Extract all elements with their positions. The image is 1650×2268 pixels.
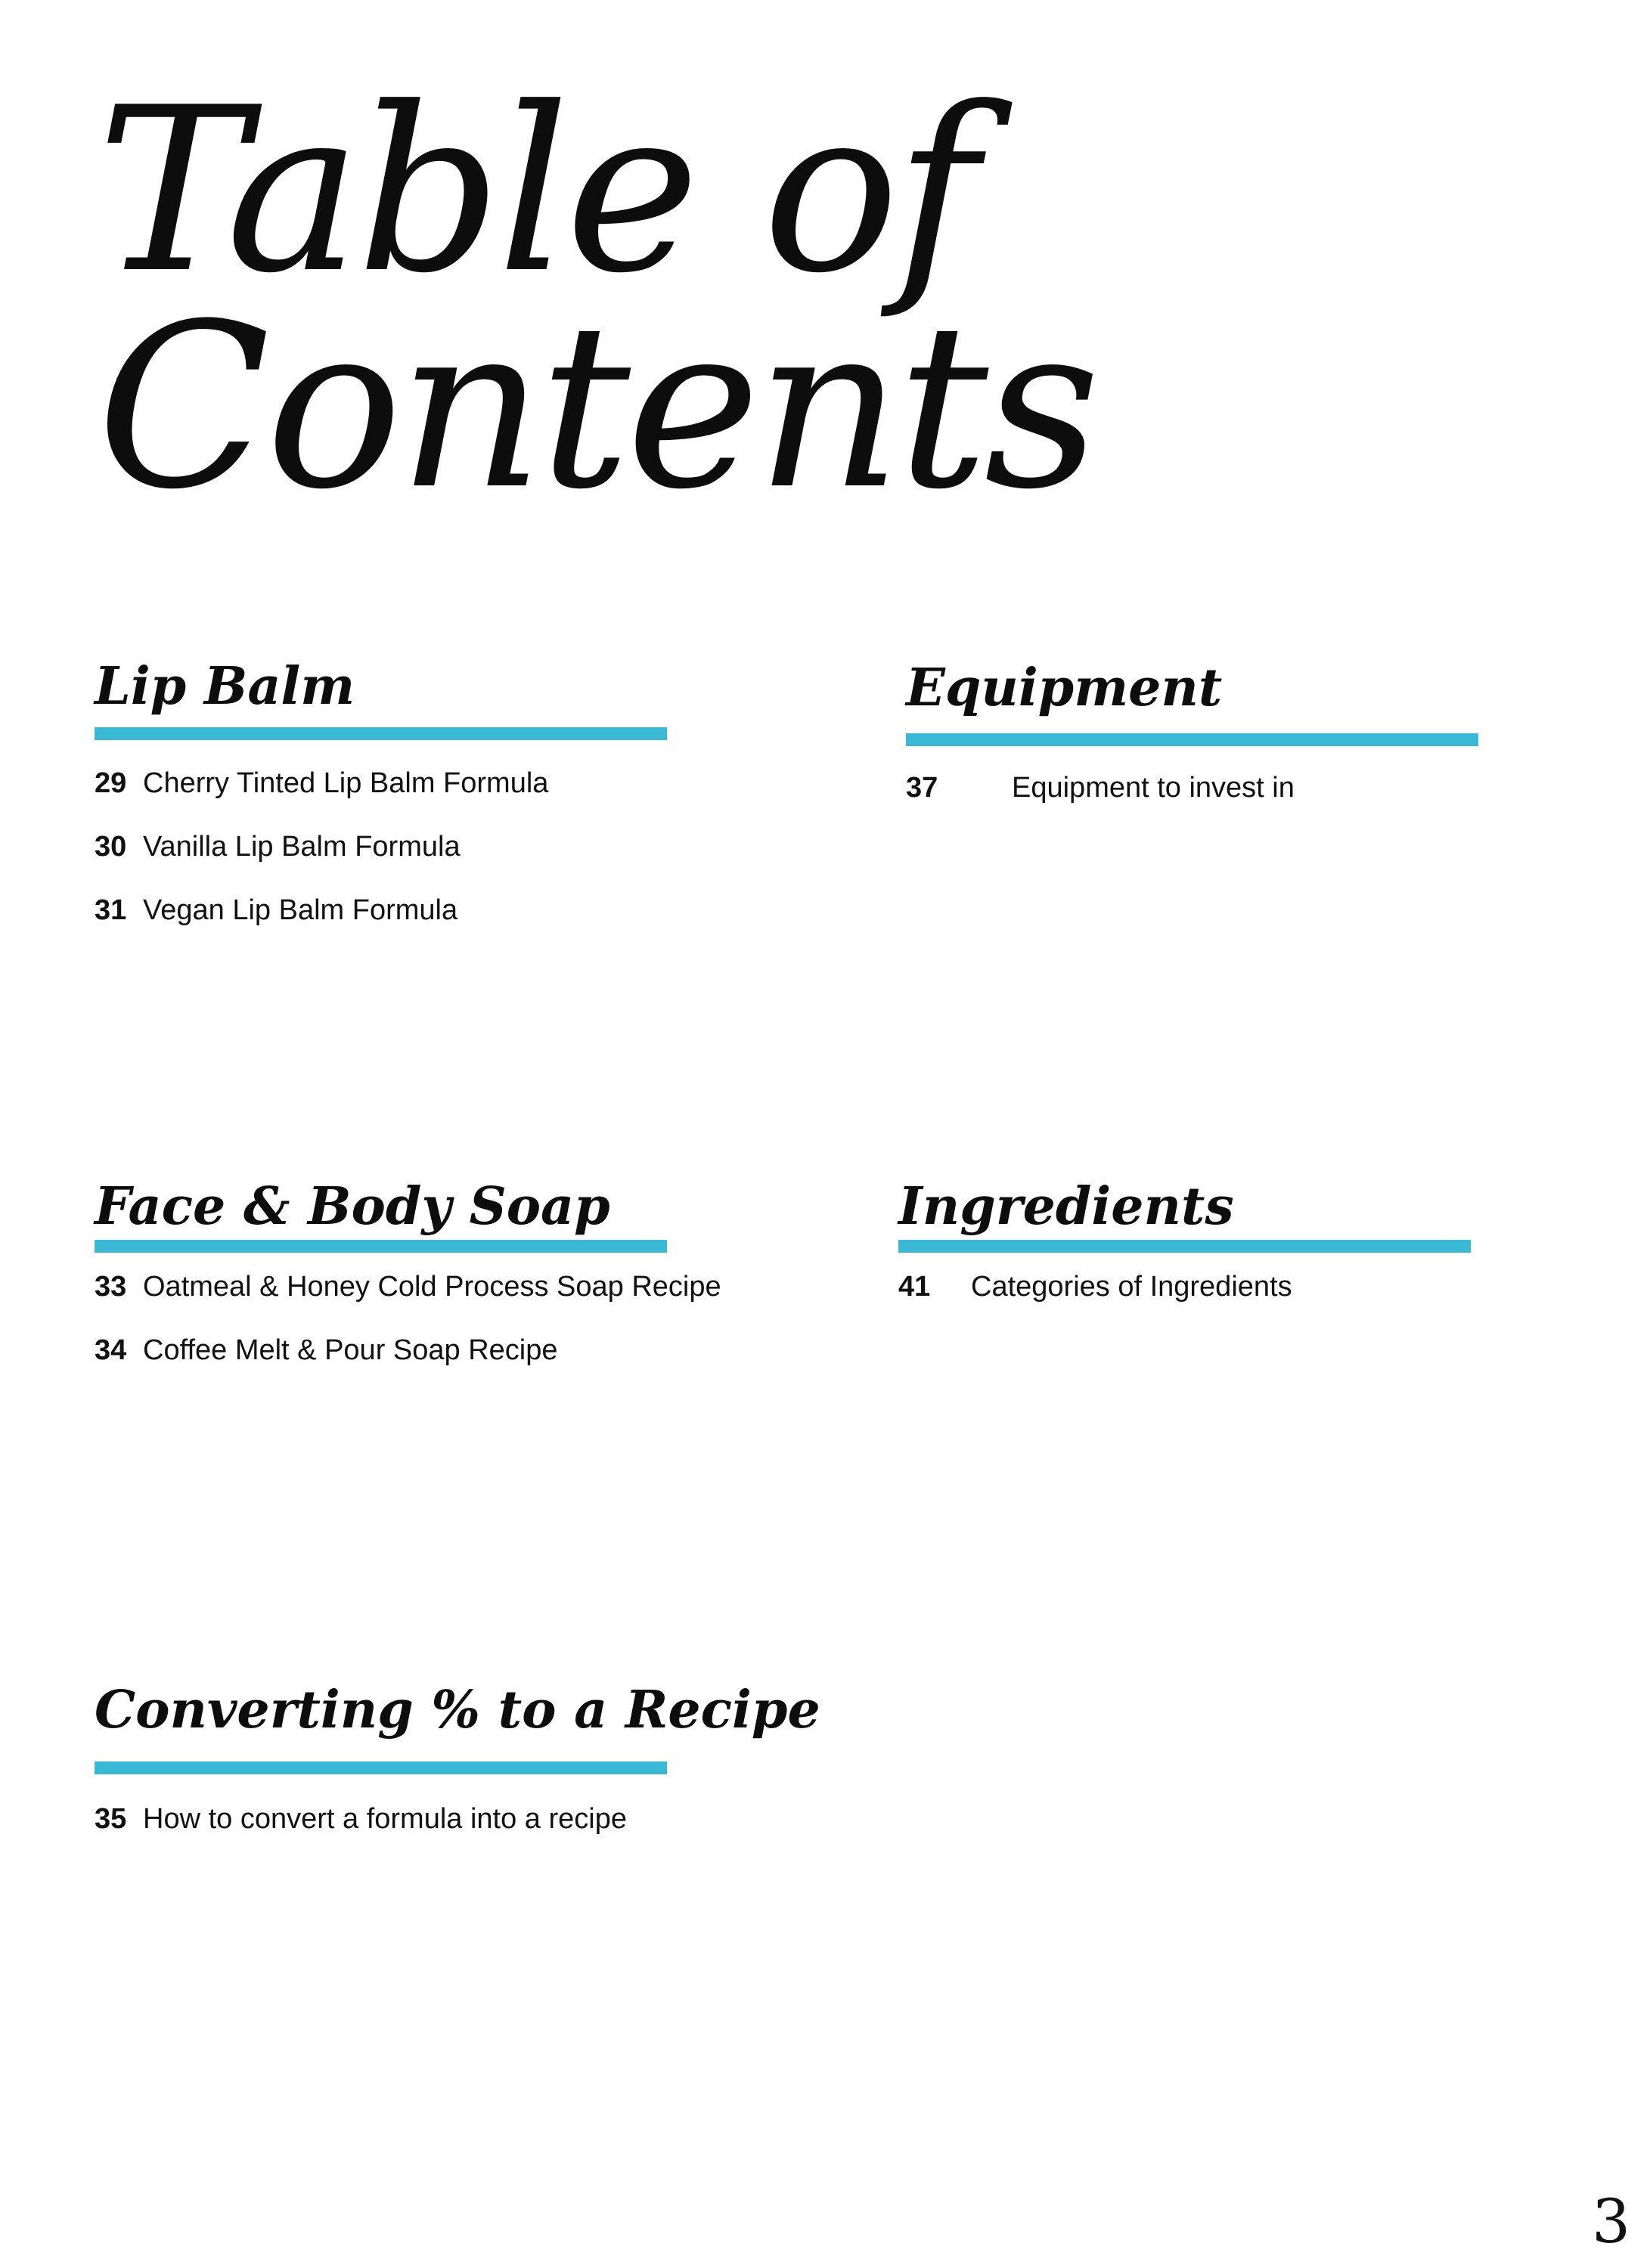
entry-page-number: 30 <box>95 831 127 863</box>
toc-entry[interactable] <box>898 1271 1471 1334</box>
page-number: 3 <box>1592 2186 1630 2257</box>
toc-entry[interactable] <box>95 1334 721 1398</box>
entry-page-number: 29 <box>95 767 127 799</box>
section-underline <box>95 1240 667 1253</box>
entry-title: Cherry Tinted Lip Balm Formula <box>143 767 549 799</box>
section-converting <box>95 1680 820 1867</box>
entry-page-number: 35 <box>95 1803 127 1835</box>
toc-entry[interactable] <box>95 1271 721 1334</box>
entry-title: Vanilla Lip Balm Formula <box>143 831 461 863</box>
section-underline <box>95 727 667 740</box>
page-title-line-1: Table of <box>97 59 975 323</box>
entry-title: Oatmeal & Honey Cold Process Soap Recipe <box>143 1271 721 1303</box>
entry-page-number: 34 <box>95 1334 127 1366</box>
section-underline <box>906 733 1478 746</box>
page-title-line-2: Contents <box>97 275 1096 539</box>
entry-title: Vegan Lip Balm Formula <box>143 894 458 926</box>
section-underline <box>898 1240 1471 1253</box>
section-heading-converting: Converting % to a Recipe <box>95 1680 820 1740</box>
toc-entry[interactable] <box>95 894 667 958</box>
entry-list <box>95 1803 820 1867</box>
section-equipment <box>906 658 1478 835</box>
entry-list <box>906 772 1478 835</box>
section-heading-lip-balm: Lip Balm <box>95 656 355 717</box>
entry-title: How to convert a formula into a recipe <box>143 1803 627 1835</box>
entry-title: Equipment to invest in <box>1012 772 1295 804</box>
toc-entry[interactable] <box>95 831 667 894</box>
toc-entry[interactable] <box>906 772 1478 835</box>
section-lip-balm <box>95 656 667 958</box>
entry-page-number: 41 <box>898 1271 931 1303</box>
section-heading-equipment: Equipment <box>906 658 1223 718</box>
toc-entry[interactable] <box>95 1803 820 1867</box>
entry-title: Coffee Melt & Pour Soap Recipe <box>143 1334 558 1366</box>
entry-page-number: 33 <box>95 1271 127 1303</box>
entry-title: Categories of Ingredients <box>971 1271 1292 1303</box>
section-heading-ingredients: Ingredients <box>898 1176 1234 1237</box>
section-ingredients <box>898 1176 1471 1334</box>
page-title <box>97 59 1096 539</box>
entry-list <box>898 1271 1471 1334</box>
entry-list <box>95 1271 721 1398</box>
entry-page-number: 31 <box>95 894 127 926</box>
toc-entry[interactable] <box>95 767 667 831</box>
section-underline <box>95 1761 667 1774</box>
section-heading-face-body-soap: Face & Body Soap <box>95 1176 610 1237</box>
entry-page-number: 37 <box>906 772 938 804</box>
entry-list <box>95 767 667 958</box>
section-face-body-soap <box>95 1176 721 1398</box>
